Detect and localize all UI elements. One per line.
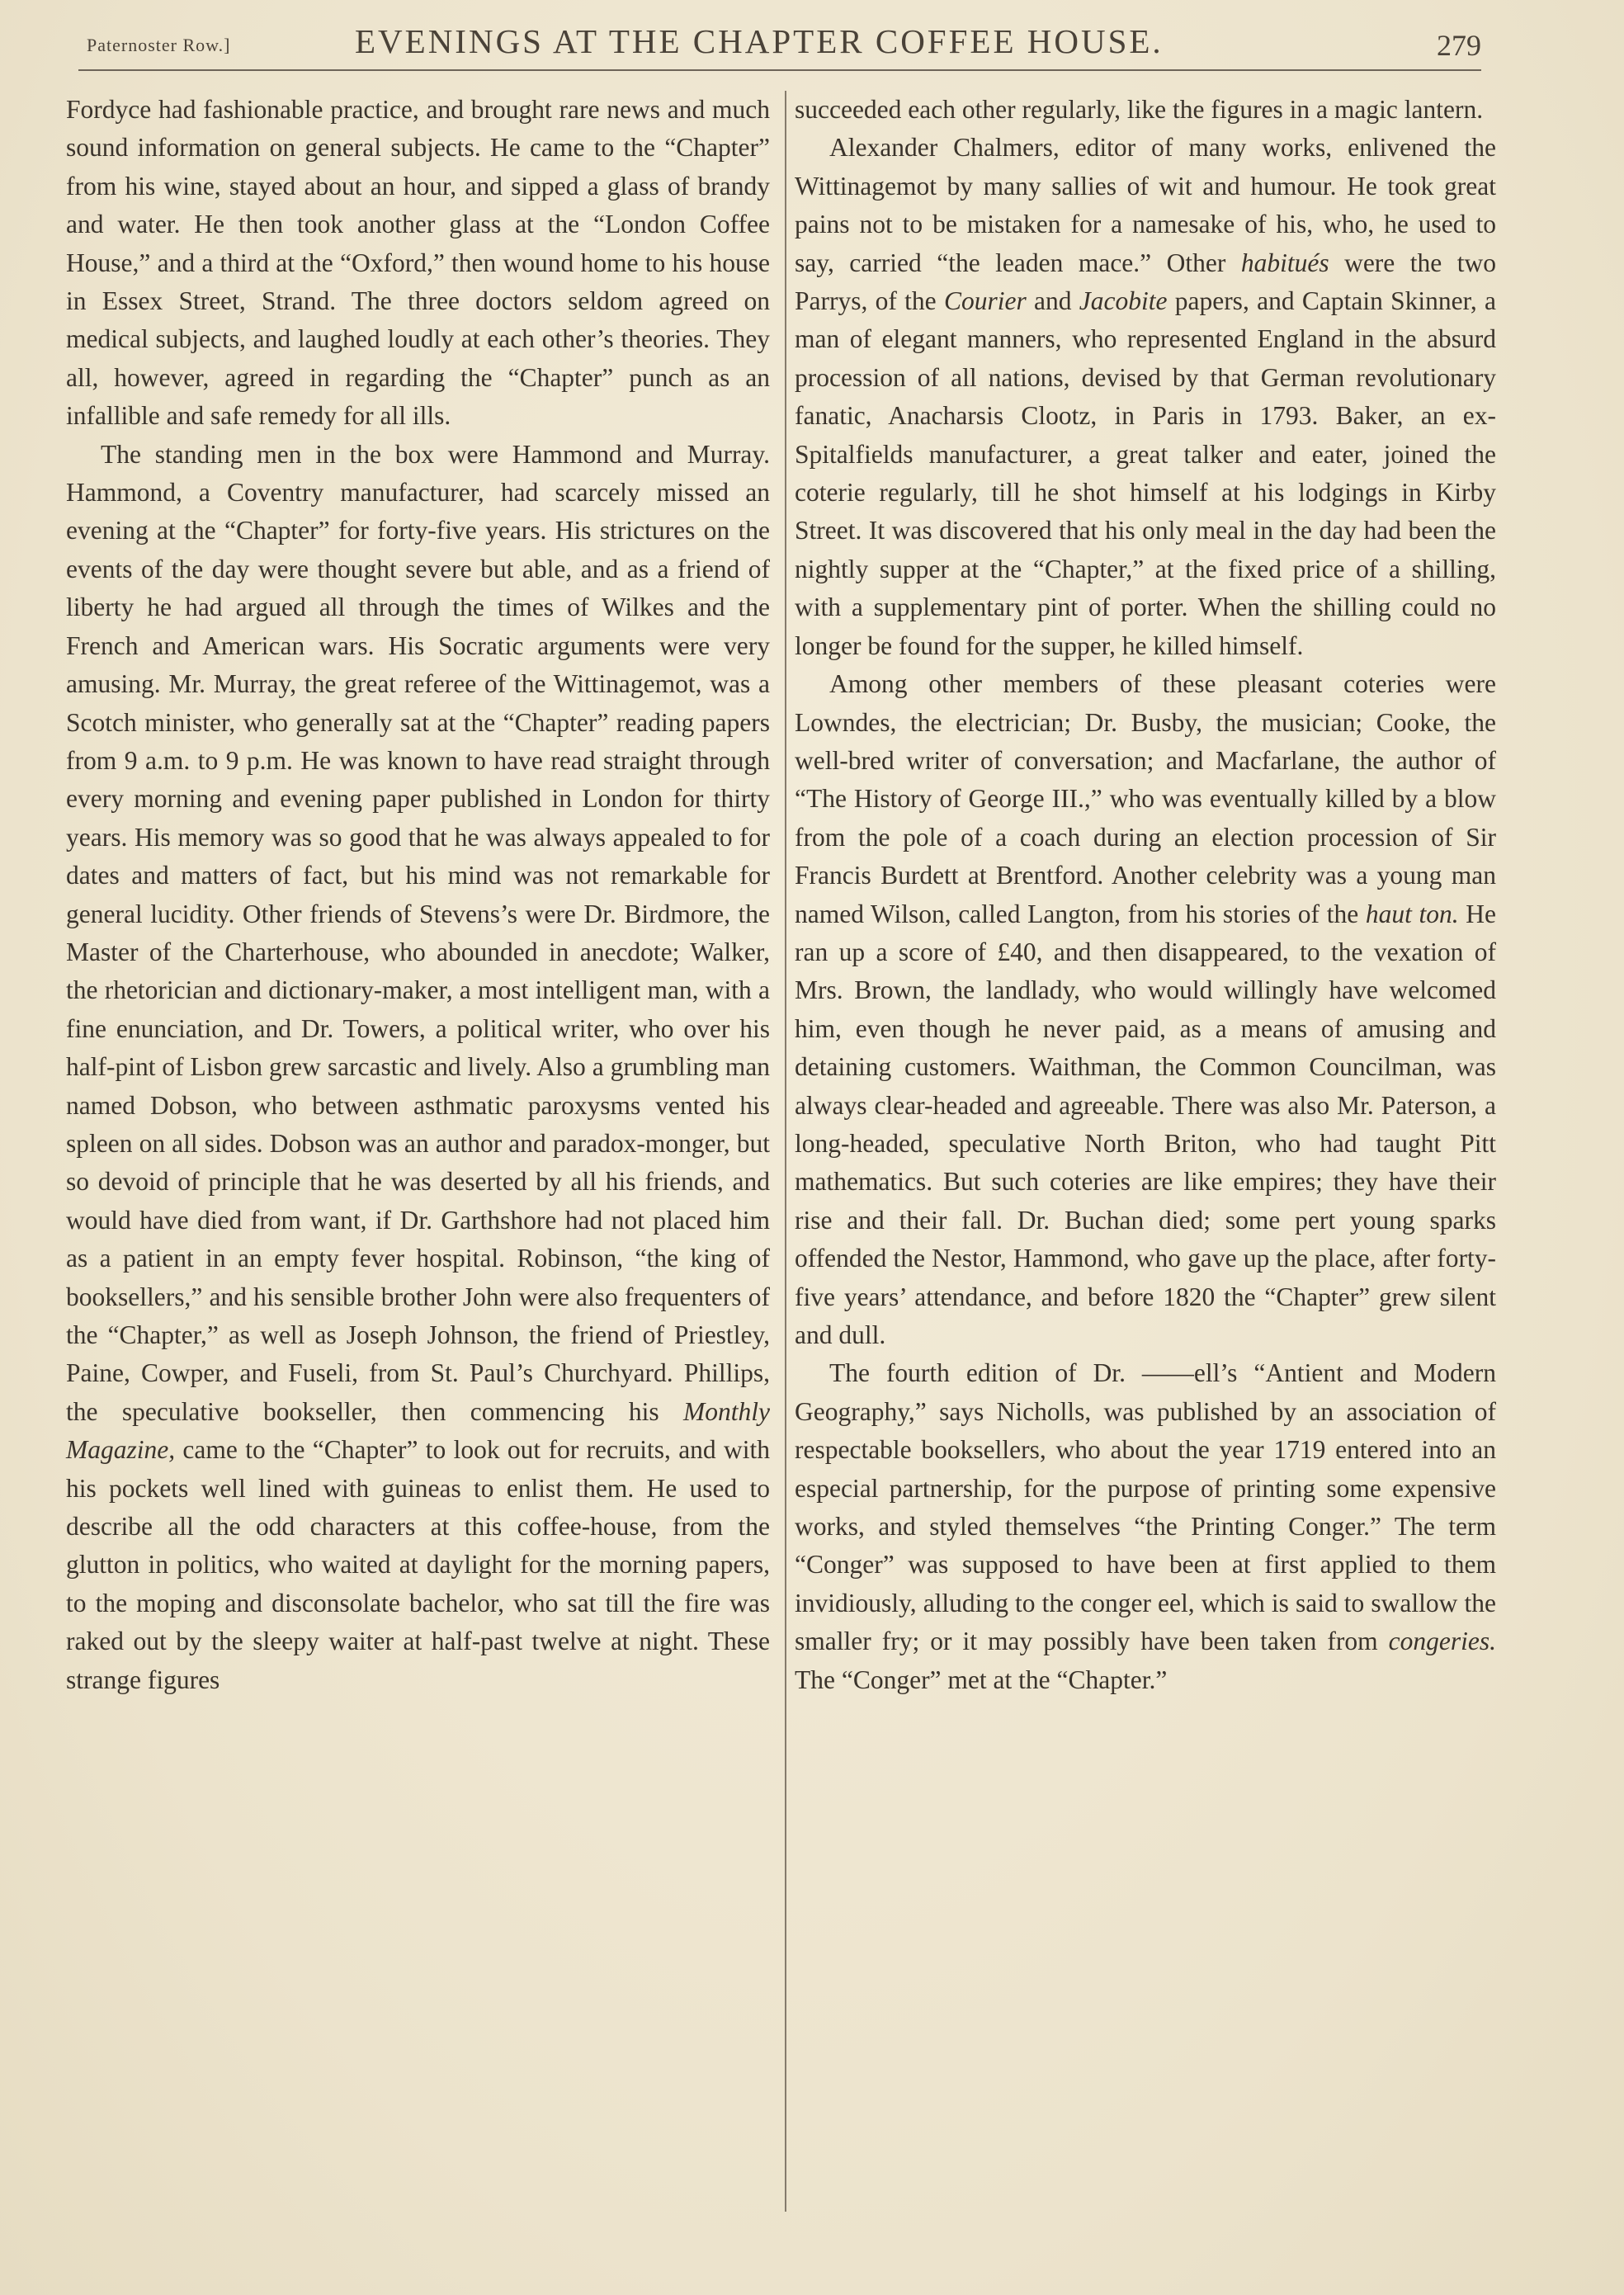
paragraph-text: He ran up a score of £40, and then disappeared, to the vexation of Mrs. Brown, the landlady, who would willingly have welcomed him, even though he never paid, as a means of amusing and detaining customers. Waithman, the Common Councilman, was always clear-headed and agreeable. There was also Mr. Paterson, a long-headed, speculative North Briton, who had taught Pitt mathematics. But such coteries are like empires; they have their rise and their fall. Dr. Buchan died; some pert young sparks offended the Nestor, Hammond, who gave up the place, after forty-five years’ attendance, and before 1820 the “Chapter” grew silent and dull. (795, 899, 1496, 1349)
italic-title: Jacobite (1079, 286, 1168, 316)
paragraph-text: and (1026, 286, 1079, 316)
paragraph-text: came to the “Chapter” to look out for recruits, and with his pockets well lined with guineas to enlist them. He used to describe all the odd characters at this coffee-house, from the glutton in politics, who waited at daylight for the morning papers, to the moping and disconsolate bachelor, who sat till the fire was raked out by the sleepy waiter at half-past twelve at night. These strange figures (66, 1435, 770, 1694)
paragraph-text: Alexander Chalmers, editor of many works, enlivened the Wittinagemot by many sallies of wit and humour. He took great pains not to be mistaken for a namesake of his, who, he used to say, carried “the leaden mace.” Other (795, 133, 1496, 277)
italic-phrase: haut ton. (1365, 899, 1459, 928)
paragraph-text: The “Conger” met at the “Chapter.” (795, 1665, 1168, 1694)
paragraph (795, 1354, 1496, 1699)
paragraph-text: were the two Parrys, of the (795, 248, 1496, 316)
paragraph-text: Among other members of these pleasant coteries were Lowndes, the electrician; Dr. Busby, the musician; Cooke, the well-bred writer of conversation; and Macfarlane, the author of “The History of George III.,” who was eventually killed by a blow from the pole of a coach during an election procession of Sir Francis Burdett at Brentford. Another celebrity was a young man named Wilson, called Langton, from his stories of the (795, 669, 1496, 928)
right-column (795, 91, 1496, 2220)
running-header (78, 20, 1481, 71)
page-number: 279 (1437, 29, 1481, 62)
italic-title: Monthly Magazine, (66, 1396, 770, 1465)
paragraph (795, 665, 1496, 1354)
paragraph-text: The fourth edition of Dr. ——ell’s “Antient and Modern Geography,” says Nicholls, was published by an association of respectable booksellers, who about the year 1719 entered into an especial partnership, for the purpose of printing some expensive works, and styled themselves “the Printing Conger.” The term “Conger” was supposed to have been at first applied to them invidiously, alluding to the conger eel, which is said to swallow the smaller fry; or it may possibly have been taken from (795, 1358, 1496, 1656)
italic-title: Courier (943, 286, 1027, 316)
italic-word: habitués (1240, 248, 1329, 277)
paragraph (795, 129, 1496, 665)
paragraph-text: papers, and Captain Skinner, a man of elegant manners, who represented England in the absurd procession of all nations, devised by that German revolutionary fanatic, Anacharsis Clootz, in Paris in 1793. Baker, an ex-Spitalfields manufacturer, a great talker and eater, joined the coterie regularly, till he shot himself at his lodgings in Kirby Street. It was discovered that his only meal in the day had been the nightly supper at the “Chapter,” at the fixed price of a shilling, with a supplementary pint of porter. When the shilling could no longer be found for the supper, he killed himself. (795, 286, 1496, 660)
paragraph: succeeded each other regularly, like the figures in a magic lantern. (795, 95, 1484, 124)
running-head-left: Paternoster Row.] (87, 35, 231, 55)
column-divider (785, 91, 786, 2212)
running-title: EVENINGS AT THE CHAPTER COFFEE HOUSE. (355, 22, 1164, 60)
paragraph: Fordyce had fashionable practice, and brought rare news and much sound information on general subjects. He came to the “Chapter” from his wine, stayed about an hour, and sipped a glass of brandy and water. He then took another glass at the “London Coffee House,” and a third at the “Oxford,” then wound home to his house in Essex Street, Strand. The three doctors seldom agreed on medical subjects, and laughed loudly at each other’s theories. They all, however, agreed in regarding the “Chapter” punch as an infallible and safe remedy for all ills. (66, 95, 770, 431)
italic-word: congeries. (1388, 1627, 1496, 1656)
paragraph-text: The standing men in the box were Hammond and Murray. Hammond, a Coventry manufacturer, had scarcely missed an evening at the “Chapter” for forty-five years. His strictures on the events of the day were thought severe but able, and as a friend of liberty he had argued all through the times of Wilkes and the French and American wars. His Socratic arguments were very amusing. Mr. Murray, the great referee of the Wittinagemot, was a Scotch minister, who generally sat at the “Chapter” reading papers from 9 a.m. to 9 p.m. He was known to have read straight through every morning and evening paper published in London for thirty years. His memory was so good that he was always appealed to for dates and matters of fact, but his mind was not remarkable for general lucidity. Other friends of Stevens’s were Dr. Birdmore, the Master of the Charterhouse, who abounded in anecdote; Walker, the rhetorician and dictionary-maker, a most intelligent man, with a fine enunciation, and Dr. Towers, a political writer, who over his half-pint of Lisbon grew sarcastic and lively. Also a grumbling man named Dobson, who between asthmatic paroxysms vented his spleen on all sides. Dobson was an author and paradox-monger, but so devoid of principle that he was deserted by all his friends, and would have died from want, if Dr. Garthshore had not placed him as a patient in an empty fever hospital. Robinson, “the king of booksellers,” and his sensible brother John were also frequenters of the “Chapter,” as well as Joseph Johnson, the friend of Priestley, Paine, Cowper, and Fuseli, from St. Paul’s Churchyard. Phillips, the speculative bookseller, then commencing his (66, 439, 770, 1426)
paragraph (66, 436, 770, 1699)
left-column (66, 91, 770, 2220)
